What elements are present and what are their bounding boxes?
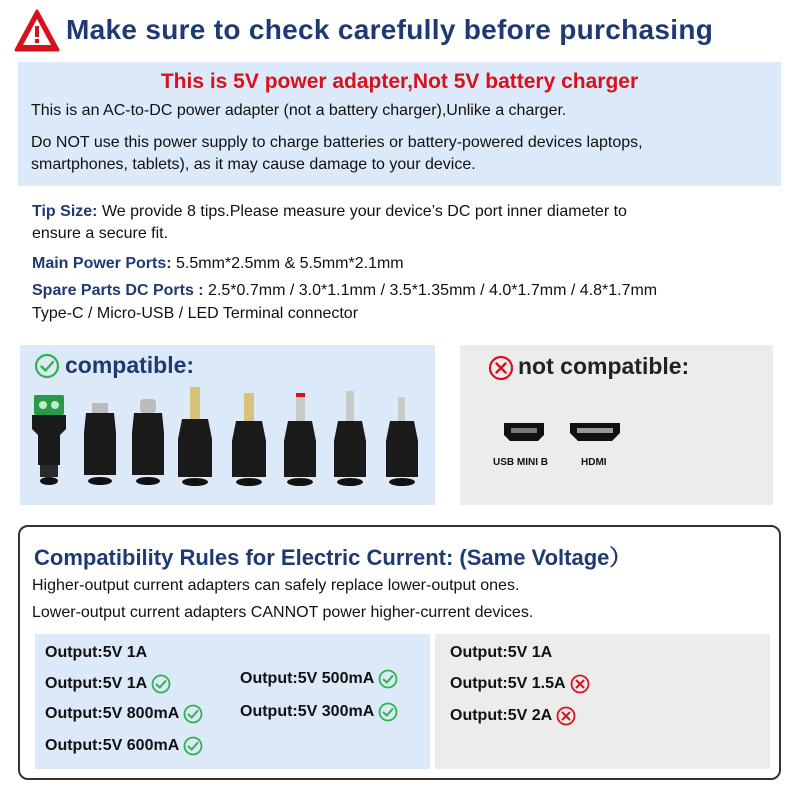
output-item [450, 706, 576, 726]
notice-line-3: smartphones, tablets), as it may cause damage to your device. [31, 156, 476, 173]
barrel-tip-image-4 [334, 391, 366, 486]
spare-ports-line [32, 282, 657, 300]
barrel-tip-image-1 [178, 387, 212, 486]
check-circle-icon [183, 704, 203, 724]
main-ports-line [32, 255, 404, 273]
output-item-text: Output:5V 1.5A [450, 675, 566, 692]
output-item [45, 674, 171, 694]
tip-size-label: Tip Size: [32, 203, 98, 220]
check-circle-icon [151, 674, 171, 694]
barrel-tip-image-3 [284, 393, 316, 486]
notice-title: This is 5V power adapter,Not 5V battery charger [160, 70, 639, 93]
output-item-text: Output:5V 600mA [45, 737, 180, 754]
compatible-title: compatible: [65, 352, 195, 378]
usb-mini-b-port-icon [502, 421, 546, 443]
rules-title: Compatibility Rules for Electric Current: (Same Voltage） [34, 545, 632, 570]
cross-circle-icon [570, 674, 590, 694]
warning-icon [14, 8, 60, 54]
check-circle-icon [378, 702, 398, 722]
tips-illustration [20, 385, 435, 503]
output-item-text: Output:5V 1A [45, 675, 148, 692]
rules-line-1: Higher-output current adapters can safely replace lower-output ones. [32, 577, 520, 594]
check-circle-icon [183, 736, 203, 756]
main-ports-text: 5.5mm*2.5mm & 5.5mm*2.1mm [171, 255, 404, 272]
micro-usb-tip-image [84, 403, 116, 485]
page-title: Make sure to check carefully before purchasing [66, 14, 714, 45]
check-circle-icon [378, 669, 398, 689]
output-item-text: Output:5V 300mA [240, 703, 375, 720]
usb-mini-b-label: USB MINI B [493, 457, 548, 468]
spare-ports-text-2: Type-C / Micro-USB / LED Terminal connector [32, 305, 359, 322]
not-compatible-title: not compatible: [518, 353, 690, 379]
cross-circle-icon [556, 706, 576, 726]
compatible-panel [20, 345, 435, 505]
right-output-header-text: Output:5V 1A [450, 644, 553, 661]
spare-ports-text: 2.5*0.7mm / 3.0*1.1mm / 3.5*1.35mm / 4.0*1.7mm / 4.8*1.7mm [203, 282, 658, 299]
compatible-outputs-panel [35, 634, 430, 769]
output-item [450, 674, 590, 694]
tip-size-text-2: ensure a secure fit. [32, 225, 169, 242]
tip-size-text: We provide 8 tips.Please measure your device’s DC port inner diameter to [97, 203, 627, 220]
header [0, 0, 800, 62]
hdmi-label: HDMI [581, 457, 607, 468]
barrel-tip-image-2 [232, 393, 266, 486]
notice-line-2: Do NOT use this power supply to charge batteries or battery-powered devices laptops, [31, 134, 643, 151]
spare-ports-label: Spare Parts DC Ports : [32, 282, 204, 299]
main-ports-label: Main Power Ports: [32, 255, 172, 272]
output-item-text: Output:5V 2A [450, 707, 553, 724]
output-item [45, 736, 203, 756]
output-item [240, 702, 398, 722]
barrel-tip-image-5 [386, 397, 418, 486]
type-c-tip-image [132, 399, 164, 485]
output-item [240, 669, 398, 689]
output-item [45, 704, 203, 724]
tip-size-line [32, 203, 627, 221]
rules-line-2: Lower-output current adapters CANNOT power higher-current devices. [32, 604, 534, 621]
cross-circle-icon [488, 355, 514, 381]
notice-panel [18, 62, 781, 186]
not-compatible-panel [460, 345, 773, 505]
compatibility-rules-panel [18, 525, 781, 780]
check-circle-icon [34, 353, 60, 379]
output-item-text: Output:5V 800mA [45, 705, 180, 722]
notice-line-1: This is an AC-to-DC power adapter (not a battery charger),Unlike a charger. [31, 102, 567, 119]
right-output-header [450, 644, 552, 662]
incompatible-outputs-panel [435, 634, 770, 769]
left-output-header [45, 644, 147, 662]
left-output-header-text: Output:5V 1A [45, 644, 148, 661]
hdmi-port-icon [568, 421, 622, 443]
led-terminal-connector-image [32, 395, 66, 485]
output-item-text: Output:5V 500mA [240, 670, 375, 687]
